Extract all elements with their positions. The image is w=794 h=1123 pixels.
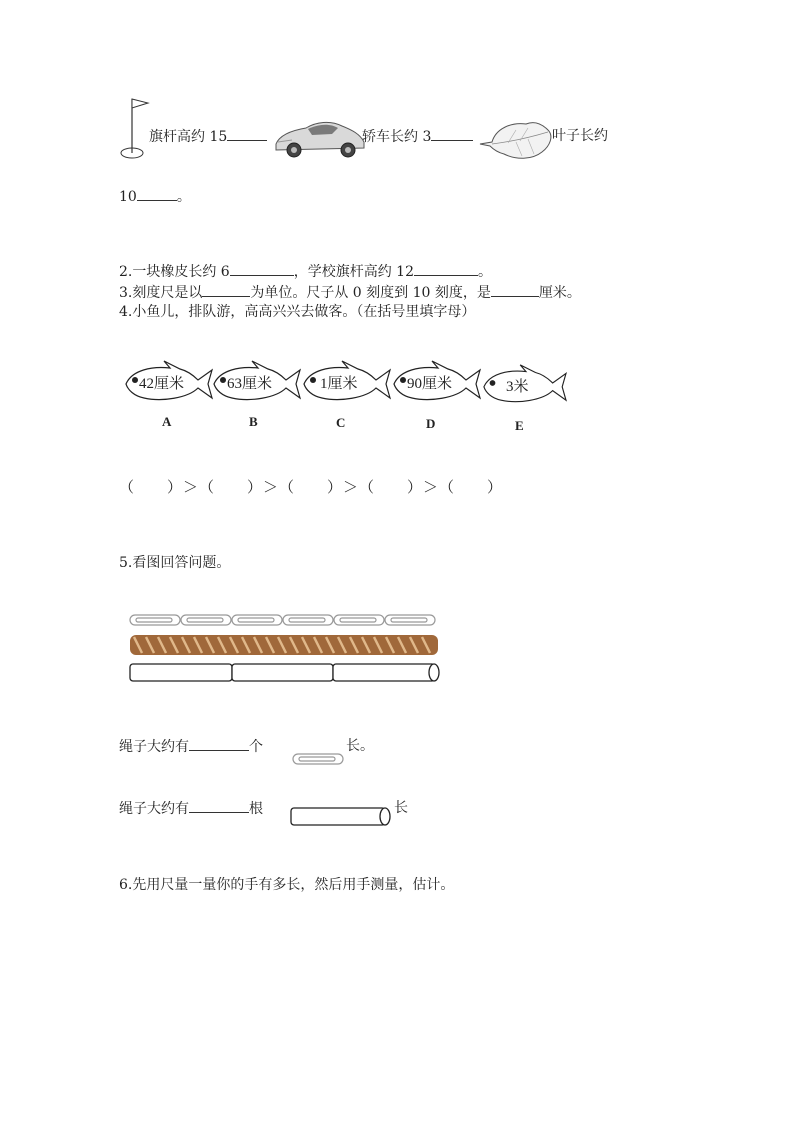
- leaf-image: [478, 116, 556, 170]
- q5-figure: [128, 612, 442, 690]
- fish-b-letter: B: [249, 414, 258, 429]
- q1-blank-3[interactable]: [137, 186, 177, 201]
- q3-prefix: 3.刻度尺是以: [119, 285, 203, 301]
- q1-leaf-text: 叶子长约: [552, 128, 608, 144]
- fish-c-letter: C: [336, 415, 346, 430]
- paperclip-icon: [292, 751, 344, 770]
- q5-line2-end: 长: [394, 800, 408, 816]
- fish-a-value: 42厘米: [139, 376, 185, 392]
- q1-car-text-row: [362, 126, 473, 147]
- q2-mid: ，学校旗杆高约 12: [293, 264, 414, 280]
- q1-blank-2[interactable]: [431, 126, 473, 141]
- q3-row: [119, 282, 581, 303]
- fish-a-letter: A: [162, 414, 172, 429]
- q5-text: 5.看图回答问题。: [119, 555, 231, 571]
- q5-line2-unit: 根: [249, 801, 263, 817]
- stick-icon: [290, 806, 392, 832]
- fish-c-value: 1厘米: [320, 376, 358, 392]
- q1-car-text: 轿车长约 3: [362, 129, 432, 145]
- flag-image: [118, 95, 152, 167]
- q6-text: 6.先用尺量一量你的手有多长，然后用手测量，估计。: [119, 877, 455, 893]
- paperclip-row: [130, 615, 435, 625]
- q1-flag-text: 旗杆高约 15: [149, 129, 228, 145]
- q3-blank-1[interactable]: [202, 282, 250, 297]
- stick-row: [130, 664, 439, 681]
- rope: [130, 635, 438, 655]
- q5-line2: [119, 798, 263, 819]
- q5-line1-unit: 个: [249, 739, 263, 755]
- q1-blank-1[interactable]: [227, 126, 267, 141]
- fish-e-letter: E: [515, 418, 524, 433]
- q3-blank-2[interactable]: [491, 282, 539, 297]
- q5-blank-2[interactable]: [189, 798, 249, 813]
- fish-a: [122, 358, 214, 406]
- fish-c: [300, 358, 392, 406]
- q2-blank-2[interactable]: [414, 261, 478, 276]
- q5-blank-1[interactable]: [189, 736, 249, 751]
- fish-e: [480, 362, 568, 408]
- q5-line1: [119, 736, 263, 757]
- fish-row: [122, 358, 582, 438]
- q1-line2-text: 10: [119, 189, 137, 205]
- fish-b-value: 63厘米: [227, 376, 273, 392]
- q2-blank-1[interactable]: [230, 261, 294, 276]
- q1-line2-end: 。: [176, 189, 191, 205]
- q1-flag-text-row: [149, 126, 267, 147]
- fish-b: [210, 358, 302, 406]
- q2-row: [119, 261, 492, 282]
- fish-d-value: 90厘米: [407, 376, 453, 392]
- fish-e-value: 3米: [506, 379, 529, 395]
- q4-text: 4.小鱼儿，排队游，高高兴兴去做客。（在括号里填字母）: [119, 304, 476, 320]
- q2-prefix: 2.一块橡皮长约 6: [119, 264, 230, 280]
- fish-d-letter: D: [426, 416, 436, 431]
- q3-mid: 为单位。尺子从 0 刻度到 10 刻度，是: [250, 285, 491, 301]
- q1-line2-row: [119, 186, 191, 207]
- q5-line2-prefix: 绳子大约有: [119, 801, 189, 817]
- q3-end: 厘米。: [538, 285, 581, 301]
- car-image: [272, 114, 368, 166]
- q2-end: 。: [477, 264, 492, 280]
- q5-line1-prefix: 绳子大约有: [119, 739, 189, 755]
- fish-d: [390, 358, 482, 406]
- q5-line1-end: 长。: [346, 738, 374, 754]
- q4-order-row[interactable]: （ ）＞（ ）＞（ ）＞（ ）＞（ ）: [119, 478, 504, 496]
